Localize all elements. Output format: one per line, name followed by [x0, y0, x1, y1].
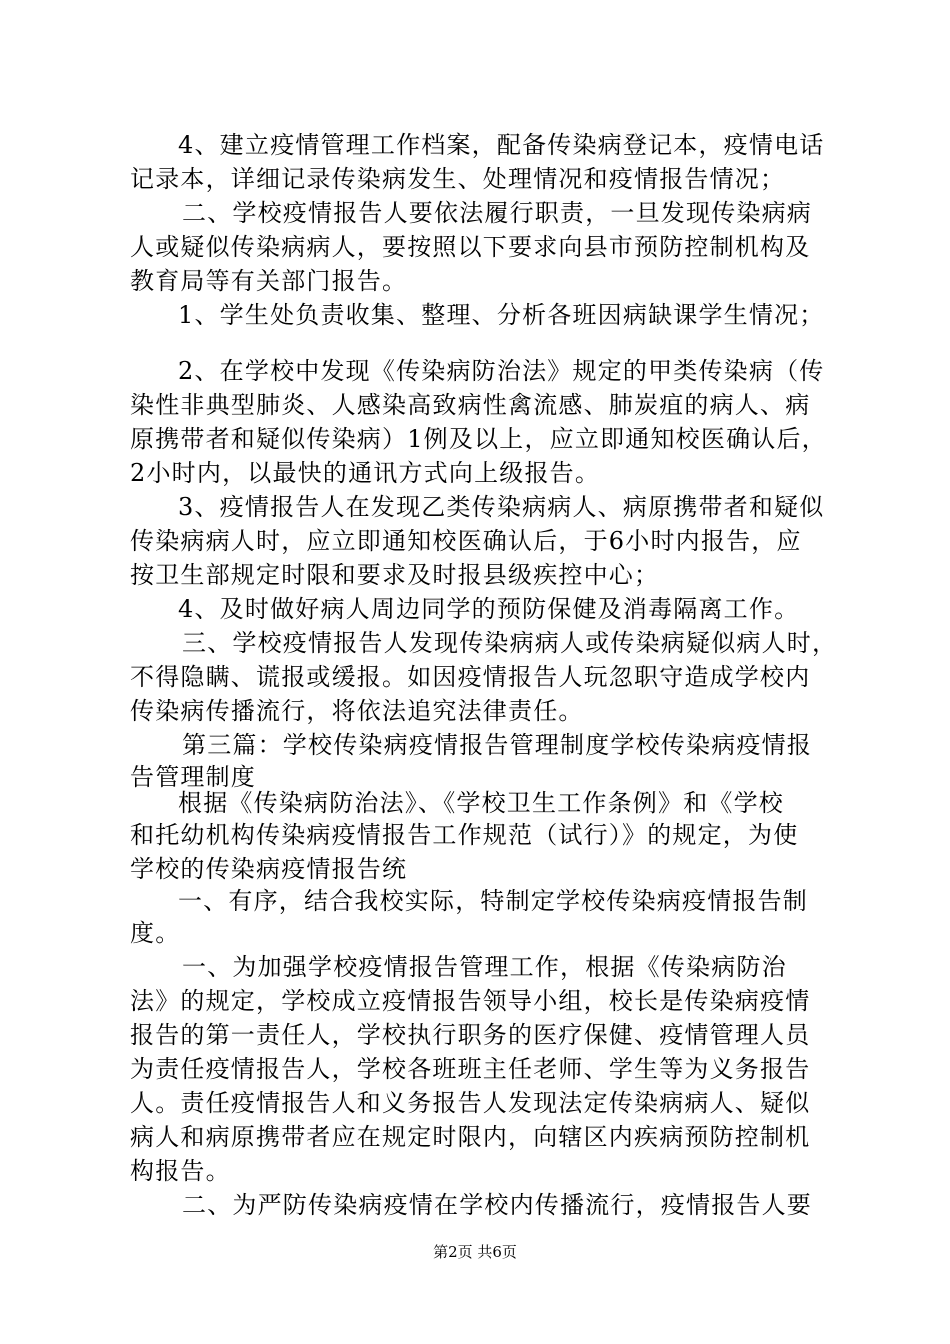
paragraph-line: 学校的传染病疫情报告统: [130, 855, 408, 883]
paragraph-line: 为责任疫情报告人，学校各班班主任老师、学生等为义务报告: [130, 1055, 811, 1083]
paragraph-line: 人或疑似传染病病人，要按照以下要求向县市预防控制机构及: [130, 233, 811, 261]
paragraph-line: 记录本，详细记录传染病发生、处理情况和疫情报告情况；: [130, 165, 786, 193]
paragraph-line: 二、学校疫情报告人要依法履行职责，一旦发现传染病病: [182, 199, 812, 227]
paragraph-line: 度。: [130, 919, 181, 947]
paragraph-line: 法》的规定，学校成立疫情报告领导小组，校长是传染病疫情: [130, 987, 811, 1015]
paragraph-line: 4、及时做好病人周边同学的预防保健及消毒隔离工作。: [178, 595, 800, 623]
paragraph-line: 1、学生处负责收集、整理、分析各班因病缺课学生情况；: [178, 301, 825, 329]
paragraph-line: 二、为严防传染病疫情在学校内传播流行，疫情报告人要: [182, 1191, 812, 1219]
paragraph-line: 不得隐瞒、谎报或缓报。如因疫情报告人玩忽职守造成学校内: [130, 663, 811, 691]
paragraph-line: 构报告。: [130, 1157, 231, 1185]
paragraph-line: 根据《传染病防治法》、《学校卫生工作条例》和《学校: [178, 789, 784, 817]
paragraph-line: 传染病病人时，应立即通知校医确认后，于6小时内报告，应: [130, 527, 802, 555]
paragraph-line: 三、学校疫情报告人发现传染病病人或传染病疑似病人时，: [182, 629, 838, 657]
page-number-footer: 第2页 共6页: [433, 1243, 517, 1261]
paragraph-line: 3、疫情报告人在发现乙类传染病病人、病原携带者和疑似: [178, 493, 825, 521]
section-heading-line: 第三篇：学校传染病疫情报告管理制度学校传染病疫情报: [182, 731, 812, 759]
paragraph-line: 人。责任疫情报告人和义务报告人发现法定传染病病人、疑似: [130, 1089, 811, 1117]
paragraph-line: 2、在学校中发现《传染病防治法》规定的甲类传染病（传: [178, 357, 825, 385]
paragraph-line: 病人和病原携带者应在规定时限内，向辖区内疾病预防控制机: [130, 1123, 811, 1151]
paragraph-line: 一、为加强学校疫情报告管理工作，根据《传染病防治: [182, 953, 787, 981]
paragraph-line: 染性非典型肺炎、人感染高致病性禽流感、肺炭疽的病人、病: [130, 391, 811, 419]
paragraph-line: 教育局等有关部门报告。: [130, 267, 408, 295]
paragraph-line: 原携带者和疑似传染病）1例及以上，应立即通知校医确认后，: [130, 425, 827, 453]
paragraph-line: 一、有序，结合我校实际，特制定学校传染病疫情报告制: [178, 887, 808, 915]
paragraph-line: 2小时内，以最快的通讯方式向上级报告。: [130, 459, 601, 487]
paragraph-line: 按卫生部规定时限和要求及时报县级疾控中心；: [130, 561, 660, 589]
section-heading-line: 告管理制度: [130, 763, 256, 791]
paragraph-line: 传染病传播流行，将依法追究法律责任。: [130, 697, 584, 725]
paragraph-line: 4、建立疫情管理工作档案，配备传染病登记本，疫情电话: [178, 131, 825, 159]
paragraph-line: 报告的第一责任人，学校执行职务的医疗保健、疫情管理人员: [130, 1021, 811, 1049]
paragraph-line: 和托幼机构传染病疫情报告工作规范（试行）》的规定，为使: [130, 821, 799, 849]
